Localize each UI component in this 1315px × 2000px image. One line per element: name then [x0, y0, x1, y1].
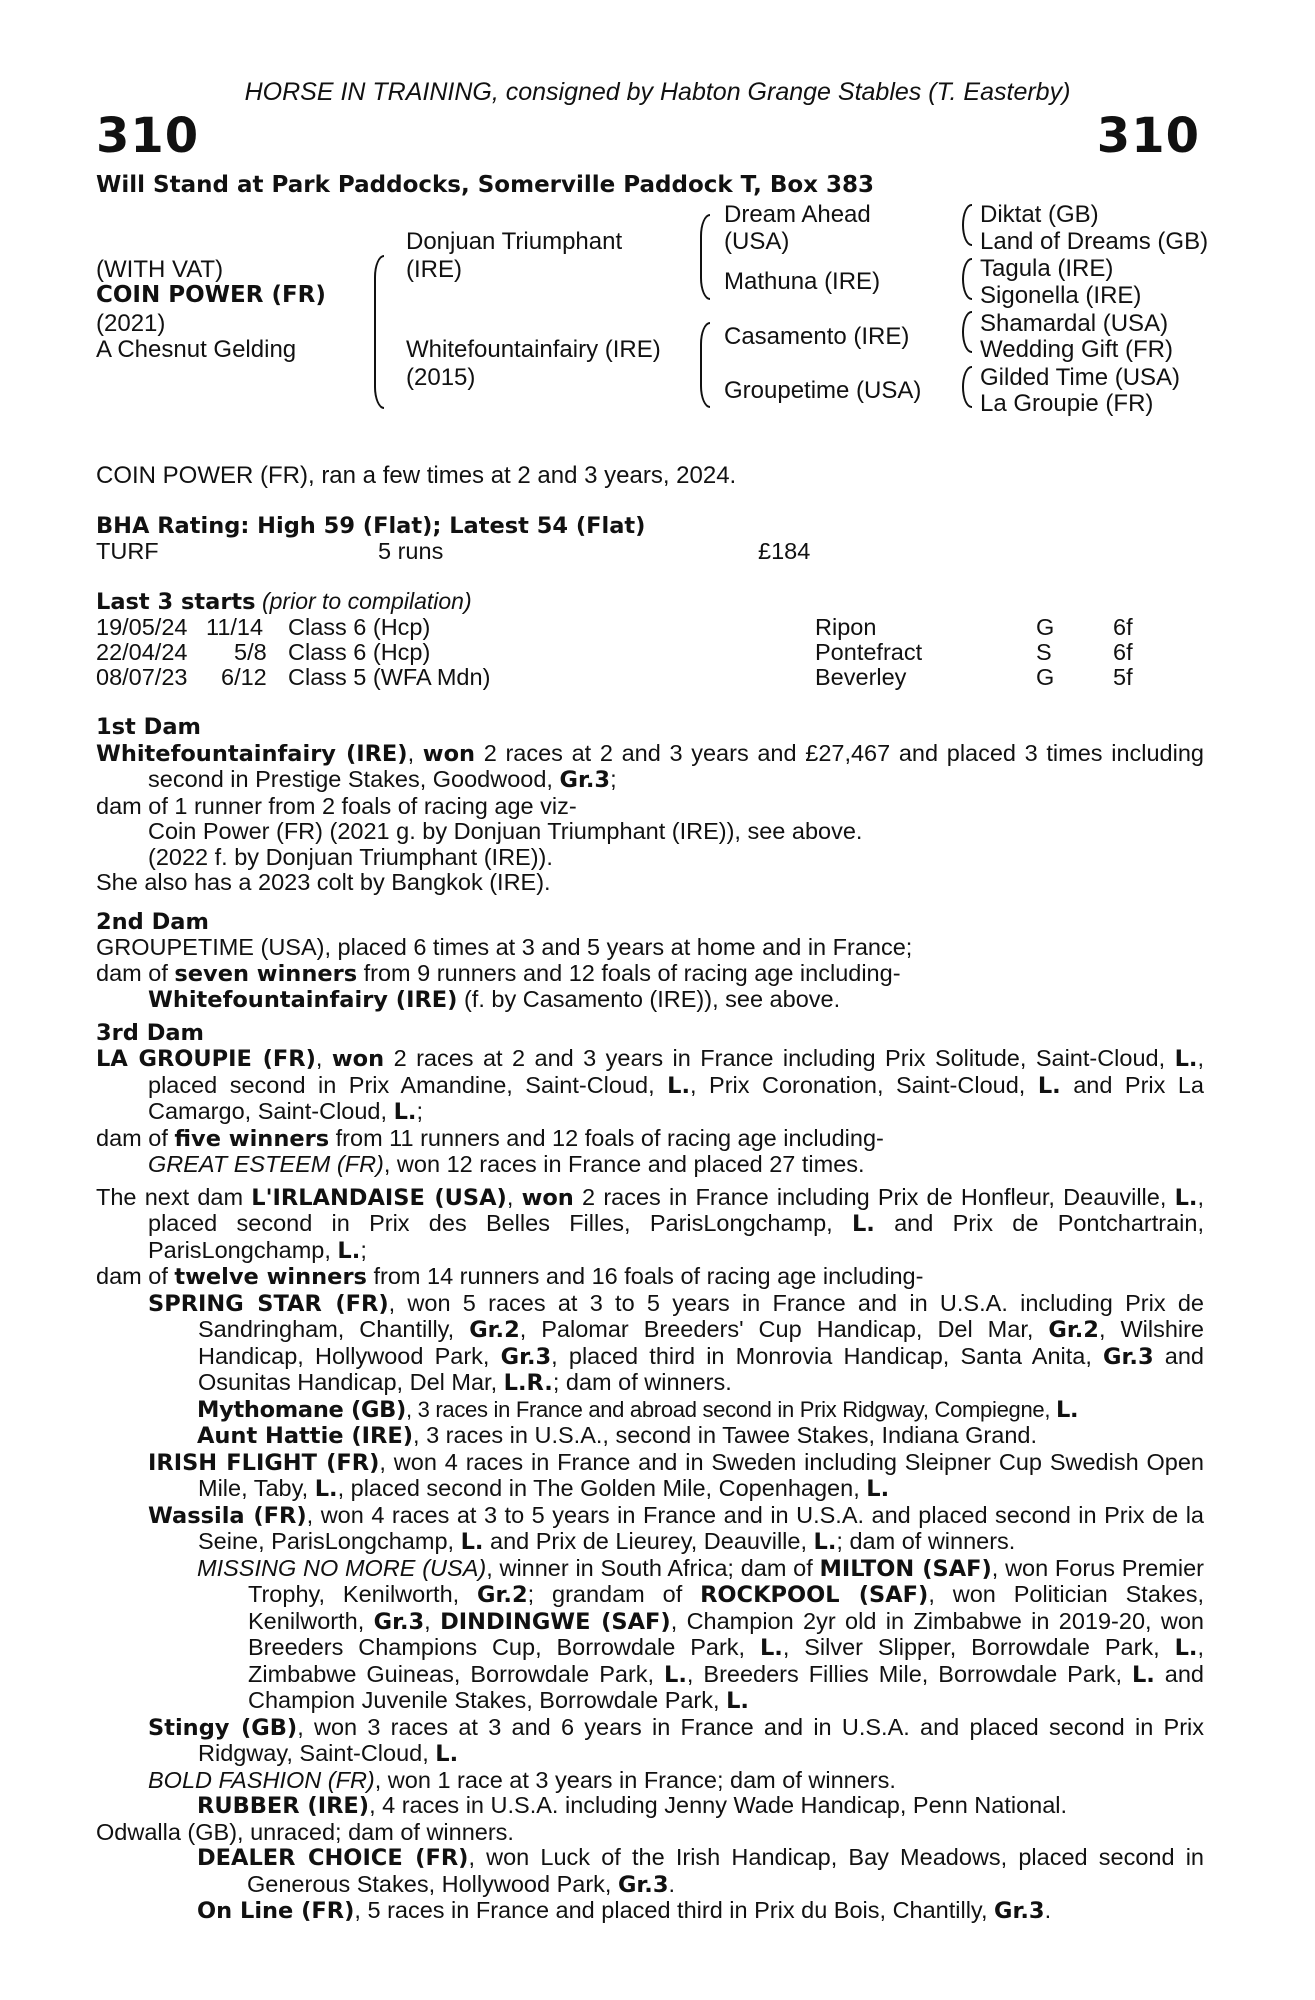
consignor-line: HORSE IN TRAINING, consigned by Habton Grange Stables (T. Easterby): [244, 78, 1071, 106]
dam: Whitefountainfairy (IRE): [406, 336, 661, 363]
race-summary: COIN POWER (FR), ran a few times at 2 and 3 years, 2024.: [96, 462, 737, 489]
runs: 5 runs: [378, 538, 444, 564]
last-starts-note: (prior to compilation): [261, 588, 472, 614]
horse-name: COIN POWER (FR): [96, 282, 326, 308]
start-position: 6/12: [221, 664, 267, 690]
last-starts-heading: [96, 588, 472, 615]
dam-sire: Casamento (IRE): [724, 323, 910, 350]
lot-number-right: 310: [1096, 108, 1200, 164]
first-dam-heading: 1st Dam: [96, 714, 201, 740]
granddam: Wedding Gift (FR): [980, 336, 1173, 363]
start-position: 11/14: [206, 614, 264, 640]
start-date: 22/04/24: [96, 639, 188, 665]
brace: [962, 204, 972, 246]
brace: [962, 366, 972, 408]
sire-country: (IRE): [406, 256, 462, 283]
grandsire: Tagula (IRE): [980, 255, 1114, 282]
vat-note: (WITH VAT): [96, 256, 224, 283]
start-distance: 5f: [1113, 664, 1133, 690]
sire: Donjuan Triumphant: [406, 228, 623, 255]
next-dam-progeny: dam of twelve winners from 14 runners and 16 foals of racing age including-: [96, 1263, 924, 1290]
start-class: Class 6 (Hcp): [288, 614, 431, 640]
progeny-item: Stingy (GB), won 3 races at 3 and 6 years in France and in U.S.A. and placed second in Prix Ridgway, Saint-Cloud, L.: [148, 1713, 1204, 1767]
start-going: G: [1036, 664, 1055, 690]
grandsire: Gilded Time (USA): [980, 364, 1181, 391]
start-position: 5/8: [234, 639, 267, 665]
brace: [374, 255, 384, 409]
third-dam-heading: 3rd Dam: [96, 1019, 204, 1046]
grandsire: Shamardal (USA): [980, 310, 1169, 337]
horse-year: (2021): [96, 310, 166, 337]
start-course: Pontefract: [815, 639, 923, 665]
second-dam-heading: 2nd Dam: [96, 908, 209, 935]
progeny-item: Wassila (FR), won 4 races at 3 to 5 years in France and in U.S.A. and placed second in Prix de la Seine, ParisLongchamp, L. and Prix de Lieurey, Deauville, L.; dam of winners.: [148, 1501, 1204, 1555]
progeny-item: GREAT ESTEEM (FR), won 12 races in France and placed 27 times.: [148, 1151, 865, 1177]
start-going: G: [1036, 614, 1055, 640]
start-class: Class 6 (Hcp): [288, 639, 431, 665]
surface: TURF: [96, 538, 159, 564]
brace: [962, 311, 972, 353]
dam-year: (2015): [406, 364, 476, 391]
progeny-item: Whitefountainfairy (IRE) (f. by Casamento (IRE)), see above.: [148, 986, 841, 1013]
granddam: Sigonella (IRE): [980, 282, 1142, 309]
brace: [700, 322, 710, 408]
progeny-item: SPRING STAR (FR), won 5 races at 3 to 5 years in France and in U.S.A. including Prix de Sandringham, Chantilly, Gr.2, Palomar Breeders' Cup Handicap, Del Mar, Gr.2, Wilshire Handicap, Hollywood Park, Gr.3, placed third in Monrovia Handicap, Santa Anita, Gr.3 and Osunitas Handicap, Del Mar, L.R.; dam of winners.: [148, 1289, 1205, 1396]
dam-dam: Groupetime (USA): [724, 377, 922, 404]
third-dam-record: LA GROUPIE (FR), won 2 races at 2 and 3 years in France including Prix Solitude, Saint-Cloud, L., placed second in Prix Amandine, Saint-Cloud, L., Prix Coronation, Saint-Cloud, L. and Prix La Camargo, Saint-Cloud, L.;: [96, 1045, 1205, 1125]
start-distance: 6f: [1113, 639, 1133, 665]
start-course: Ripon: [815, 614, 877, 640]
progeny-item: Aunt Hattie (IRE), 3 races in U.S.A., second in Tawee Stakes, Indiana Grand.: [197, 1422, 1037, 1449]
sire-sire-country: (USA): [724, 228, 790, 255]
progeny-item: Coin Power (FR) (2021 g. by Donjuan Triumphant (IRE)), see above.: [148, 818, 863, 844]
next-dam-record: The next dam L'IRLANDAISE (USA), won 2 races in France including Prix de Honfleur, Deauville, L., placed second in Prix des Belles Filles, ParisLongchamp, L. and Prix de Pontchartrain, ParisLongchamp, L.;: [96, 1183, 1205, 1264]
progeny-item: RUBBER (IRE), 4 races in U.S.A. including Jenny Wade Handicap, Penn National.: [197, 1792, 1068, 1819]
start-date: 19/05/24: [96, 614, 188, 640]
progeny-item: On Line (FR), 5 races in France and placed third in Prix du Bois, Chantilly, Gr.3.: [197, 1897, 1052, 1924]
second-dam-progeny: dam of seven winners from 9 runners and 12 foals of racing age including-: [96, 959, 901, 987]
horse-description: A Chesnut Gelding: [96, 336, 297, 363]
last-starts-title: Last 3 starts: [96, 589, 256, 615]
progeny-item: Odwalla (GB), unraced; dam of winners.: [96, 1818, 514, 1845]
start-date: 08/07/23: [96, 664, 188, 690]
granddam: Land of Dreams (GB): [980, 228, 1209, 255]
brace: [962, 258, 972, 300]
bha-rating: BHA Rating: High 59 (Flat); Latest 54 (Flat): [96, 513, 646, 539]
progeny-item: BOLD FASHION (FR), won 1 race at 3 years in France; dam of winners.: [148, 1766, 896, 1793]
progeny-item: MISSING NO MORE (USA), winner in South Africa; dam of MILTON (SAF), won Forus Premier Trophy, Kenilworth, Gr.2; grandam of ROCKPOOL (SAF), won Politician Stakes, Kenilworth, Gr.3, DINDINGWE (SAF), Champion 2yr old in Zimbabwe in 2019-20, won Breeders Champions Cup, Borrowdale Park, L., Silver Slipper, Borrowdale Park, L., Zimbabwe Guineas, Borrowdale Park, L., Breeders Fillies Mile, Borrowdale Park, L. and Champion Juvenile Stakes, Borrowdale Park, L.: [197, 1554, 1205, 1714]
prize-money: £184: [758, 538, 811, 564]
progeny-item: DEALER CHOICE (FR), won Luck of the Irish Handicap, Bay Meadows, placed second in Generous Stakes, Hollywood Park, Gr.3.: [197, 1844, 1204, 1898]
start-course: Beverley: [815, 664, 907, 690]
brace: [700, 214, 710, 300]
grandsire: Diktat (GB): [980, 201, 1099, 228]
second-dam-record: GROUPETIME (USA), placed 6 times at 3 and 5 years at home and in France;: [96, 934, 913, 960]
progeny-item: IRISH FLIGHT (FR), won 4 races in France and in Sweden including Sleipner Cup Swedish Open Mile, Taby, L., placed second in The Golden Mile, Copenhagen, L.: [148, 1448, 1204, 1502]
first-dam-record: Whitefountainfairy (IRE), won 2 races at 2 and 3 years and £27,467 and placed 3 times including second in Prestige Stakes, Goodwood, Gr.3;: [96, 739, 1204, 793]
third-dam-progeny: dam of five winners from 11 runners and 12 foals of racing age including-: [96, 1124, 884, 1152]
lot-number-left: 310: [96, 108, 200, 164]
produce-record: [96, 715, 1204, 1925]
stand-location: Will Stand at Park Paddocks, Somerville Paddock T, Box 383: [96, 172, 875, 198]
start-distance: 6f: [1113, 614, 1133, 640]
progeny-item: (2022 f. by Donjuan Triumphant (IRE)).: [148, 843, 553, 870]
sire-dam: Mathuna (IRE): [724, 268, 881, 295]
granddam: La Groupie (FR): [980, 390, 1154, 417]
start-going: S: [1036, 639, 1052, 665]
sire-sire: Dream Ahead: [724, 201, 871, 228]
progeny-item: Mythomane (GB), 3 races in France and abroad second in Prix Ridgway, Compiegne, L.: [197, 1396, 1079, 1423]
start-class: Class 5 (WFA Mdn): [288, 664, 491, 690]
progeny-note: She also has a 2023 colt by Bangkok (IRE).: [96, 869, 551, 895]
first-dam-progeny: dam of 1 runner from 2 foals of racing age viz-: [96, 792, 577, 819]
